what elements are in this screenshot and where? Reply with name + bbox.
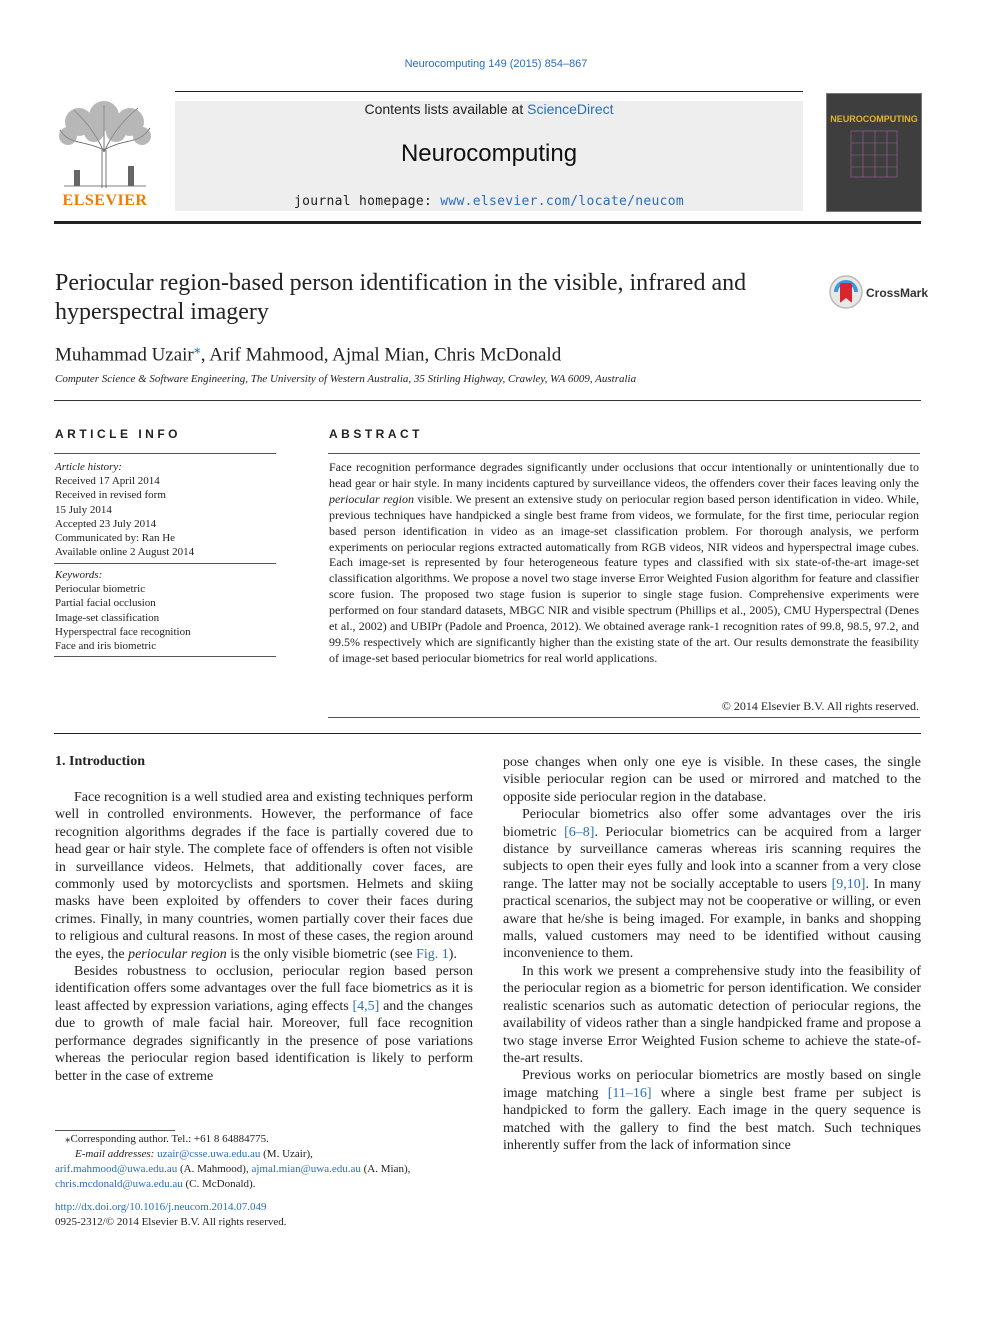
history-label: Article history: xyxy=(55,461,122,473)
journal-name: Neurocomputing xyxy=(400,140,578,167)
cover-pattern xyxy=(849,129,899,179)
email-line-3: chris.mcdonald@uwa.edu.au (C. McDonald). xyxy=(55,1178,256,1190)
history-item: Available online 2 August 2014 xyxy=(55,546,195,559)
doi-link[interactable]: http://dx.doi.org/10.1016/j.neucom.2014.07.049 xyxy=(55,1201,267,1213)
article-info-rule-bottom xyxy=(54,656,276,657)
email-link-uzair[interactable]: uzair@csse.uwa.edu.au xyxy=(157,1148,261,1160)
email-line-2: arif.mahmood@uwa.edu.au (A. Mahmood), ajmal.mian@uwa.edu.au (A. Mian), xyxy=(55,1163,411,1175)
abstract-text: Face recognition performance degrades significantly under occlusions that occur intentionally or unintentionally due to head gear or hair style. In many incidents captured by surveillance videos, the offenders cover their faces leaving only the periocular region visible. We present an extensive study on periocular region based person identification in video. While, previous techniques have handpicked a single best frame from videos, we formulate, for the first time, periocular region based person identification in video as an image-set classification problem. For thorough analysis, we perform experiments on periocular regions extracted automatically from RGB videos, NIR videos and hyperspectral image cubes. Each image-set is represented by four heterogeneous feature types and classified with six state-of-the-art image-set classification algorithms. We propose a novel two stage inverse Error Weighted Fusion algorithm for feature and classifier score fusion. The proposed two stage fusion is superior to single stage fusion. Comprehensive experiments were performed on four standard datasets, MBGC NIR and visible spectrum (Phillips et al., 2005), CMU Hyperspectral (Denes et al., 2002) and UBIPr (Padole and Proenca, 2012). We obtained average rank-1 recognition rates of 99.8, 98.5, 97.2, and 99.5% respectively which are significantly higher than the existing state of the art. Our results demonstrate the feasibility of image-set based periocular biometrics for real world applications. xyxy=(329,460,919,665)
cover-title: NEUROCOMPUTING xyxy=(830,114,918,124)
citation-ref-4-5[interactable]: [4,5] xyxy=(352,998,380,1014)
keyword: Hyperspectral face recognition xyxy=(55,625,191,638)
affiliation-rule xyxy=(54,400,921,401)
footnote-rule xyxy=(55,1130,175,1131)
affiliation: Computer Science & Software Engineering, The University of Western Australia, 35 Stirling Highway, Crawley, WA 6009, Australia xyxy=(55,373,637,385)
keyword: Image-set classification xyxy=(55,611,160,624)
intro-paragraph-2: Besides robustness to occlusion, periocular region based person identification offers some advantages over the full face biometrics as it is least affected by expression variations, aging effects [4,5] and the changes due to growth of male facial hair. Moreover, full face recognition performance degrades significantly in the presence of pose variations whereas the periocular region based identification is likely to perform better in the case of extreme xyxy=(55,964,473,1084)
corresponding-author-note: ⁎Corresponding author. Tel.: +61 8 64884775. xyxy=(65,1133,269,1145)
keyword: Periocular biometric xyxy=(55,583,146,596)
keyword: Face and iris biometric xyxy=(55,640,157,653)
other-authors: , Arif Mahmood, Ajmal Mian, Chris McDonald xyxy=(200,344,562,366)
history-item: Accepted 23 July 2014 xyxy=(55,517,157,530)
body-right-column xyxy=(503,754,921,1154)
main-body-rule xyxy=(54,733,921,734)
abstract-copyright: © 2014 Elsevier B.V. All rights reserved. xyxy=(721,699,919,713)
introduction-heading: 1. Introduction xyxy=(55,754,145,769)
elsevier-wordmark: ELSEVIER xyxy=(62,192,148,209)
figure-ref-1[interactable]: Fig. 1 xyxy=(416,946,449,962)
author-list xyxy=(55,341,561,366)
intro-paragraph-continued: pose changes when only one eye is visible. In these cases, the single visible periocular region can be used or mirrored and matched to the opposite side periocular region in the database. xyxy=(503,755,921,805)
citation-ref-9-10[interactable]: [9,10] xyxy=(831,876,866,892)
intro-paragraph-1: Face recognition is a well studied area and existing techniques perform well in controlled environments. However, the performance of face recognition algorithms degrades if the face is partially covered due to head gear or hair style. The complete face of offenders is often not visible in surveillance videos. Helmets, that additionally cover faces, are commonly used by motorcyclists and sportsmen. Helmets and skiing masks have been exploited by offenders to cover their faces during crimes. Finally, in many countries, women partially cover their faces due to religious and cultural reasons. In most of these cases, the region around the eyes, the periocular region is the only visible biometric (see Fig. 1). xyxy=(55,790,473,962)
article-info-heading: ARTICLE INFO xyxy=(55,427,181,441)
abstract-rule-top xyxy=(328,453,920,454)
paper-title: Periocular region-based person identification in the visible, infrared and hyperspectral imagery xyxy=(55,270,747,325)
keywords-label: Keywords: xyxy=(55,569,103,581)
body-left-column xyxy=(55,789,473,1085)
history-item: Received 17 April 2014 xyxy=(55,475,160,488)
intro-paragraph-3: Periocular biometrics also offer some advantages over the iris biometric [6–8]. Periocular biometrics can be acquired from a larger distance by surveillance cameras whereas iris scanning requires the subjects to open their eyes fully and look into a scanner from a very close range. The latter may not be socially acceptable to users [9,10]. In many practical scenarios, the subject may not be cooperative or willing, or even aware that he/she is being imaged. For example, in banks and shopping malls, valued customers may need to be identified without causing inconvenience to them. xyxy=(503,807,921,962)
keywords xyxy=(55,568,191,653)
homepage-line: journal homepage: www.elsevier.com/locate/neucom xyxy=(293,194,685,209)
keyword: Partial facial occlusion xyxy=(55,597,156,610)
email-link-mahmood[interactable]: arif.mahmood@uwa.edu.au xyxy=(55,1163,178,1175)
article-info-rule-top xyxy=(54,453,276,454)
history-item: 15 July 2014 xyxy=(55,503,112,516)
journal-homepage-link[interactable]: www.elsevier.com/locate/neucom xyxy=(440,194,685,209)
email-link-mcdonald[interactable]: chris.mcdonald@uwa.edu.au xyxy=(55,1178,183,1190)
abstract-heading: ABSTRACT xyxy=(329,427,423,441)
citation-ref-6-8[interactable]: [6–8] xyxy=(564,824,595,840)
crossmark-label[interactable]: CrossMark xyxy=(866,286,929,300)
article-info-rule-mid xyxy=(54,563,276,564)
header-bottom-rule xyxy=(54,221,921,224)
journal-citation[interactable]: Neurocomputing 149 (2015) 854–867 xyxy=(404,58,588,70)
abstract-rule-bottom xyxy=(328,717,920,718)
intro-paragraph-5: Previous works on periocular biometrics are mostly based on single image matching [11–16] where a single best frame per subject is handpicked to form the gallery. Each image in the query sequence is matched with the gallery to find the best match. Such techniques inherently suffer from the lack of information since xyxy=(503,1068,921,1153)
corresponding-author-mark[interactable]: ⁎ xyxy=(193,342,201,357)
intro-paragraph-4: In this work we present a comprehensive study into the feasibility of the periocular region as a biometric for person identification. We consider realistic scenarios such as automatic detection of periocular regions, the availability of videos rather than a single handpicked frame and propose a two stage inverse Error Weighted Fusion scheme to achieve the state-of-the-art results. xyxy=(503,963,921,1066)
email-link-mian[interactable]: ajmal.mian@uwa.edu.au xyxy=(251,1163,361,1175)
history-item: Received in revised form xyxy=(55,489,166,502)
issn-line: 0925-2312/© 2014 Elsevier B.V. All rights reserved. xyxy=(55,1216,287,1228)
header-top-rule xyxy=(175,91,803,92)
crossmark-icon[interactable] xyxy=(828,274,864,315)
journal-cover-thumbnail[interactable] xyxy=(826,93,922,212)
history-item: Communicated by: Ran He xyxy=(55,532,176,545)
article-history xyxy=(55,460,194,559)
citation-ref-11-16[interactable]: [11–16] xyxy=(607,1085,652,1101)
author-uzair: Muhammad Uzair xyxy=(55,344,194,366)
footnotes xyxy=(55,1132,475,1192)
email-line-1: E-mail addresses: uzair@csse.uwa.edu.au (M. Uzair), xyxy=(75,1148,313,1160)
sciencedirect-link[interactable]: ScienceDirect xyxy=(527,101,614,117)
contents-line: Contents lists available at ScienceDirect xyxy=(364,101,614,117)
